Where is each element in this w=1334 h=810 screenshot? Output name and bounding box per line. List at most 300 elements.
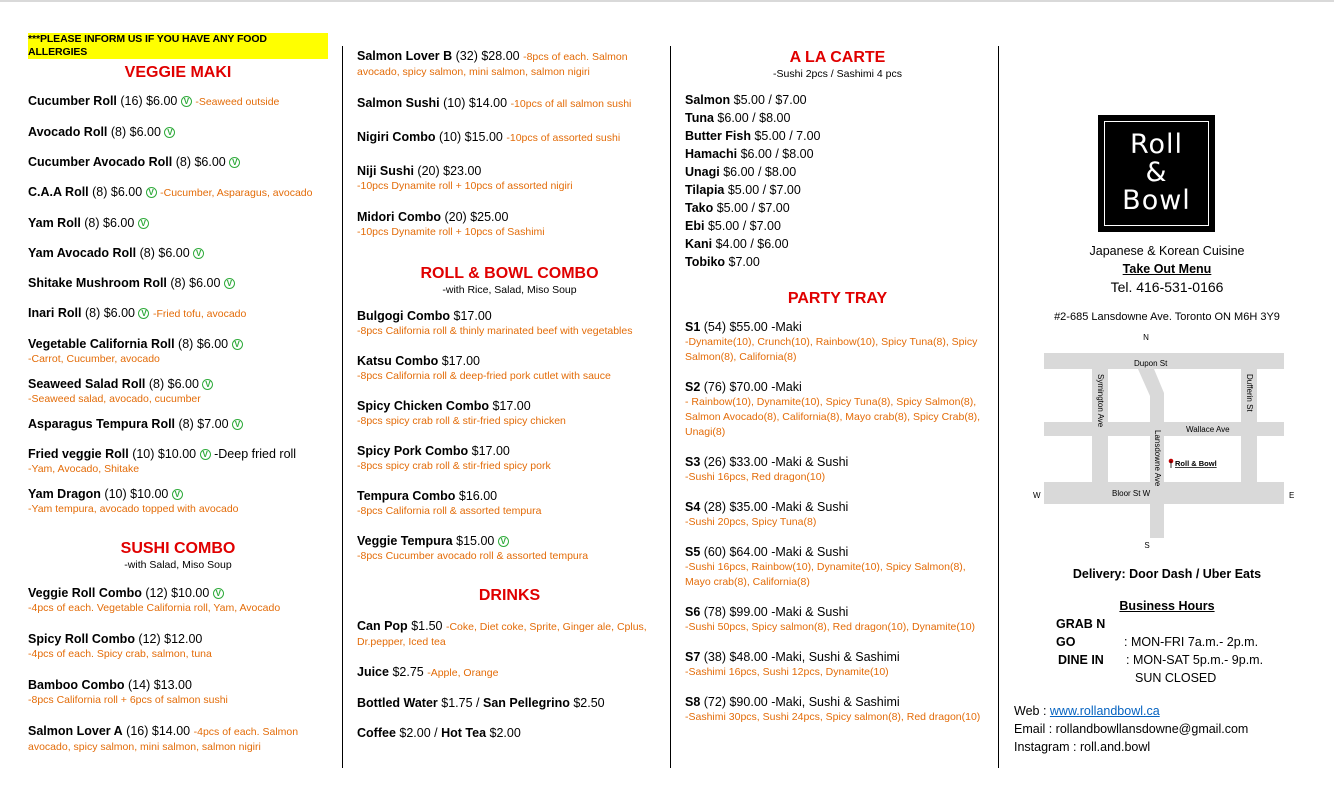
drink-price: $2.50 [573,696,605,710]
item-name: C.A.A Roll [28,185,89,199]
item-name: Tempura Combo [357,489,456,503]
item-name: Seaweed Salad Roll [28,377,146,391]
item-name: Tilapia [685,183,725,197]
item-name: Veggie Roll Combo [28,586,142,600]
item-name: Hamachi [685,147,738,161]
grab-n-go-hours: : MON-FRI 7a.m.- 2p.m. [1124,635,1259,649]
map-label: Lansdowne Ave [1153,430,1162,487]
map-label: W [1033,491,1041,500]
item-note: -Sashimi 16pcs, Sushi 12pcs, Dynamite(10) [685,666,889,678]
item-name: Bulgogi Combo [357,309,451,323]
item-name: S7 [685,650,701,664]
item-price: $55.00 [729,320,768,334]
drink-item [357,725,662,741]
a-la-carte-list [685,91,990,271]
menu-item [28,93,328,110]
item-note: avocado, spicy salmon, mini salmon, salmon nigiri [357,66,590,78]
item-inline-note: -Seaweed outside [195,96,280,108]
vegetarian-icon: V [146,187,157,198]
item-name: Asparagus Tempura Roll [28,417,176,431]
item-price: $10.00 [171,586,210,600]
menu-item-line: Fried veggie Roll (10) $10.00 V -Deep fried roll [28,447,297,461]
menu-item-line: S8 (72) $90.00 -Maki, Sushi & Sashimi [685,695,900,709]
item-name: Shitake Mushroom Roll [28,276,167,290]
a-la-carte-item [685,127,990,145]
item-price: $28.00 [481,49,520,63]
drink-separator: / [476,696,480,710]
item-price: $15.00 [464,130,503,144]
sushi-combo-sub: -with Salad, Miso Soup [124,559,232,571]
roll-bowl-combo-heading: ROLL & BOWL COMBO [420,265,599,282]
menu-item-line: Nigiri Combo (10) $15.00 -10pcs of assorted sushi [357,130,621,144]
item-name: Tobiko [685,255,726,269]
menu-item-line: Salmon Lover A (16) $14.00 -4pcs of each. Salmon [28,724,299,738]
item-name: Bamboo Combo [28,678,125,692]
drink-separator: / [434,726,438,740]
menu-item [357,443,662,474]
menu-item [357,308,662,339]
menu-item-line: Salmon Sushi (10) $14.00 -10pcs of all salmon sushi [357,96,632,110]
item-price: $6.00 [194,155,226,169]
menu-item-line: Yam Dragon (10) $10.00 V [28,486,328,502]
sushi-combo-list [28,585,328,755]
menu-item [28,336,328,367]
vegetarian-icon: V [213,588,224,599]
item-note: -8pcs Cucumber avocado roll & assorted tempura [357,550,589,562]
item-price: $6.00 [129,125,161,139]
item-inline-note: -8pcs of each. Salmon [523,51,628,63]
drink-line [357,725,662,741]
item-price: $6.00 [189,276,221,290]
allergy-notice: ***PLEASE INFORM US IF YOU HAVE ANY FOOD ALLERGIES [28,33,328,59]
map-label: Wallace Ave [1186,425,1230,434]
item-price: $33.00 [729,455,768,469]
item-price: $6.00 [103,306,135,320]
menu-item-line: Salmon Lover B (32) $28.00 -8pcs of each. Salmon [357,49,628,63]
vegetarian-icon: V [498,536,509,547]
item-price: $70.00 [729,380,768,394]
item-note: -8pcs California roll & thinly marinated beef with vegetables [357,325,633,337]
web-label: Web : [1014,704,1050,718]
menu-item [357,48,662,80]
item-price: $10.00 [157,447,197,461]
item-note: avocado, spicy salmon, mini salmon, salmon nigiri [28,741,261,753]
location-map [1030,333,1300,550]
roll-bowl-combo-list [357,308,662,564]
item-name: Tako [685,201,714,215]
item-price: $17.00 [441,354,480,368]
item-inline-note: -10pcs of assorted sushi [506,132,621,144]
drink-options: Dr.pepper, Iced tea [357,636,446,648]
drink-line [357,664,662,681]
dine-in-label: DINE IN [1058,653,1104,667]
menu-item [28,486,328,517]
item-description: -Maki & Sushi [771,500,849,514]
sushi-combo-list-continued [357,48,662,240]
item-price: $5.00 / $7.00 [727,183,801,197]
item-note: -8pcs California roll & assorted tempura [357,505,542,517]
a-la-carte-item [685,145,990,163]
drink-price: $2.00 [489,726,521,740]
column-divider [998,46,999,768]
item-note: -Sushi 20pcs, Spicy Tuna(8) [685,516,817,528]
item-price: $6.00 [103,216,135,230]
item-name: Vegetable California Roll [28,337,175,351]
item-price: $17.00 [471,444,510,458]
menu-item-line: Bamboo Combo (14) $13.00 [28,678,192,692]
menu-item-line: S3 (26) $33.00 -Maki & Sushi [685,455,849,469]
website-link[interactable]: www.rollandbowl.ca [1049,704,1160,718]
item-name: Salmon Lover A [28,724,123,738]
a-la-carte-heading: A LA CARTE [789,49,886,66]
item-name: Midori Combo [357,210,442,224]
column-divider [670,46,671,768]
item-name: S5 [685,545,701,559]
item-note: -4pcs of each. Spicy crab, salmon, tuna [28,648,212,660]
menu-item-line: C.A.A Roll (8) $6.00 V -Cucumber, Asparagus, avocado [28,185,313,199]
item-name: Nigiri Combo [357,130,436,144]
item-note: -Sashimi 30pcs, Sushi 24pcs, Spicy salmon(8), Red dragon(10) [685,711,981,723]
item-name: S3 [685,455,701,469]
vegetarian-icon: V [202,379,213,390]
vegetarian-icon: V [200,449,211,460]
map-label: Roll & Bowl [1175,459,1217,468]
menu-item-line: Vegetable California Roll (8) $6.00 V [28,336,328,352]
vegetarian-icon: V [181,96,192,107]
vegetarian-icon: V [164,127,175,138]
roll-bowl-combo-sub: -with Rice, Salad, Miso Soup [442,284,577,296]
menu-item [685,604,990,635]
menu-item [685,499,990,530]
menu-item [357,533,662,564]
grab-n-go-label: GRAB N GO [1056,617,1106,649]
address-text: #2-685 Lansdowne Ave. Toronto ON M6H 3Y9 [1054,311,1280,323]
item-note: -Sushi 16pcs, Red dragon(10) [685,471,826,483]
item-price: $17.00 [453,309,492,323]
a-la-carte-sub: -Sushi 2pcs / Sashimi 4 pcs [773,68,902,80]
logo-line: Roll [1129,129,1184,160]
vegetarian-icon: V [172,489,183,500]
drink-line [357,618,662,635]
cuisine-text: Japanese & Korean Cuisine [1089,244,1245,258]
menu-item [357,129,662,146]
menu-item [28,376,328,407]
item-name: Ebi [685,219,705,233]
column-2 [357,48,662,755]
menu-item-line [357,353,662,369]
a-la-carte-item [685,91,990,109]
menu-item-line [357,308,662,324]
menu-item-line: Inari Roll (8) $6.00 V -Fried tofu, avocado [28,306,247,320]
item-price: $6.00 [146,94,178,108]
menu-item-line: S5 (60) $64.00 -Maki & Sushi [685,545,849,559]
item-price: $48.00 [729,650,768,664]
vegetarian-icon: V [232,419,243,430]
item-name: Salmon [685,93,731,107]
item-price: $35.00 [729,500,768,514]
drink-item [357,664,662,681]
item-price: $16.00 [458,489,498,503]
item-inline-note: -4pcs of each. Salmon [193,726,299,738]
drinks-list [357,618,662,741]
menu-item [28,631,328,662]
menu-item [28,723,328,755]
item-name: Butter Fish [685,129,751,143]
vegetarian-icon: V [138,218,149,229]
map-label: N [1143,333,1149,342]
hours-title: Business Hours [1119,599,1215,613]
item-note: -Carrot, Cucumber, avocado [28,353,160,365]
drink-price: $1.75 [441,696,473,710]
menu-item-line: Midori Combo (20) $25.00 [357,210,509,224]
item-note: -Sushi 50pcs, Spicy salmon(8), Red dragon(10), Dynamite(10) [685,621,976,633]
menu-item [357,398,662,429]
menu-item [28,184,328,201]
menu-item-line: S6 (78) $99.00 -Maki & Sushi [685,605,849,619]
menu-item [685,544,990,590]
menu-item-line: S4 (28) $35.00 -Maki & Sushi [685,500,849,514]
item-price: $5.00 / $7.00 [733,93,807,107]
a-la-carte-item [685,199,990,217]
drink-line [357,695,662,711]
dine-in-hours: : MON-SAT 5p.m.- 9p.m. [1126,653,1264,667]
menu-item-line: Asparagus Tempura Roll (8) $7.00 V [28,416,328,432]
menu-item-line: Seaweed Salad Roll (8) $6.00 V [28,376,328,392]
phone-number: Tel. 416-531-0166 [1110,279,1224,295]
a-la-carte-item [685,163,990,181]
item-note: -Sushi 16pcs, Rainbow(10), Dynamite(10), Spicy Salmon(8), Mayo crab(8), California(8) [685,561,966,588]
item-name: Yam Dragon [28,487,101,501]
column-3 [685,48,990,739]
item-price: $6.00 / $8.00 [723,165,797,179]
map-label: S [1144,541,1150,550]
drink-item [357,618,662,650]
item-price: $64.00 [729,545,768,559]
a-la-carte-item [685,109,990,127]
web-row [1014,702,1326,720]
menu-item-line: Niji Sushi (20) $23.00 [357,164,482,178]
menu-item-line [357,398,662,414]
menu-item [357,209,662,240]
menu-item-line: Cucumber Avocado Roll (8) $6.00 V [28,154,328,170]
item-name: Yam Roll [28,216,81,230]
item-name: S8 [685,695,701,709]
menu-item [28,677,328,708]
item-inline-note: -10pcs of all salmon sushi [510,98,632,110]
item-note: -Yam tempura, avocado topped with avocado [28,503,239,515]
menu-item [28,416,328,432]
item-price: $7.00 [197,417,229,431]
item-price: $17.00 [492,399,531,413]
contact-info [1008,565,1326,756]
closed-text: SUN CLOSED [1135,671,1217,685]
vegetarian-icon: V [229,157,240,168]
menu-item-line: Shitake Mushroom Roll (8) $6.00 V [28,275,328,291]
takeout-menu-text: Take Out Menu [1122,262,1212,276]
item-inline-note: -Fried tofu, avocado [152,308,247,320]
item-price: $90.00 [729,695,768,709]
a-la-carte-item [685,253,990,271]
menu-item-line: Cucumber Roll (16) $6.00 V -Seaweed outside [28,94,280,108]
menu-item [357,488,662,519]
item-note: -4pcs of each. Vegetable California roll, Yam, Avocado [28,602,281,614]
menu-item [357,95,662,112]
item-name: Avocado Roll [28,125,108,139]
item-price: $5.00 / 7.00 [754,129,821,143]
item-name: S1 [685,320,701,334]
vegetarian-icon: V [232,339,243,350]
item-name: Yam Avocado Roll [28,246,137,260]
dine-in-row [1008,651,1326,669]
vegetarian-icon: V [224,278,235,289]
item-name: Inari Roll [28,306,82,320]
item-note: -Yam, Avocado, Shitake [28,463,140,475]
menu-item-line [357,488,662,504]
item-price: $13.00 [153,678,192,692]
item-name: Cucumber Roll [28,94,117,108]
item-price: $12.00 [164,632,203,646]
a-la-carte-item [685,235,990,253]
drink-name: Juice [357,665,389,679]
menu-item-line [357,443,662,459]
item-description: -Maki, Sushi & Sashimi [771,650,900,664]
drink-options: -Coke, Diet coke, Sprite, Ginger ale, Cplus, [445,621,647,633]
menu-item [685,454,990,485]
item-name: Veggie Tempura [357,534,453,548]
menu-item-line: Veggie Roll Combo (12) $10.00 V [28,585,328,601]
drink-price: $2.00 [399,726,431,740]
column-1 [28,33,328,770]
item-name: Kani [685,237,713,251]
item-note: -8pcs California roll & deep-fried pork cutlet with sauce [357,370,611,382]
item-note: -Dynamite(10), Crunch(10), Rainbow(10), Spicy Tuna(8), Spicy Salmon(8), California(8) [685,336,978,363]
instagram-text: Instagram : roll.and.bowl [1014,740,1151,754]
item-name: S4 [685,500,701,514]
map-label: E [1289,491,1295,500]
menu-item-line: S1 (54) $55.00 -Maki [685,320,802,334]
item-name: S2 [685,380,701,394]
menu-item-line: Avocado Roll (8) $6.00 V [28,124,328,140]
drink-price: $1.50 [411,619,443,633]
item-price: $14.00 [151,724,191,738]
drink-item [357,695,662,711]
map-label: Bloor St W [1112,489,1151,498]
menu-item-line: Spicy Roll Combo (12) $12.00 [28,632,203,646]
menu-item [357,353,662,384]
item-note: -8pcs spicy crab roll & stir-fried spicy pork [357,460,551,472]
roll-bowl-logo [1098,115,1215,232]
menu-item [28,245,328,261]
drink-options: -Apple, Orange [427,667,499,679]
a-la-carte-item [685,217,990,235]
item-name: Fried veggie Roll [28,447,129,461]
item-price: $6.00 / $8.00 [717,111,791,125]
drink-name: San Pellegrino [483,696,570,710]
drink-price: $2.75 [392,665,424,679]
menu-item-line: S2 (76) $70.00 -Maki [685,380,802,394]
drink-name: Coffee [357,726,396,740]
map-label: Dufferin St [1245,374,1254,412]
menu-item [28,275,328,291]
menu-item-line [357,533,662,549]
drink-name: Hot Tea [441,726,487,740]
drink-name: Can Pop [357,619,408,633]
email-text: Email : rollandbowllansdowne@gmail.com [1014,722,1249,736]
menu-item [28,446,328,477]
item-price: $5.00 / $7.00 [707,219,781,233]
item-extra: -Deep fried roll [214,447,297,461]
veggie-maki-heading: VEGGIE MAKI [124,64,232,81]
item-price: $6.00 [167,377,199,391]
item-note: - Rainbow(10), Dynamite(10), Spicy Tuna(8), Spicy Salmon(8), Salmon Avocado(8), California(8), Mayo crab(8), Spicy Crab(8), Unagi(8) [685,396,981,438]
item-price: $6.00 [196,337,229,351]
menu-item [685,649,990,680]
menu-item-line: Yam Roll (8) $6.00 V [28,215,328,231]
veggie-maki-list [28,93,328,517]
map-label: Symington Ave [1096,374,1105,428]
delivery-text: Delivery: Door Dash / Uber Eats [1072,567,1262,581]
item-description: -Maki [771,320,802,334]
item-description: -Maki & Sushi [771,605,849,619]
party-tray-heading: PARTY TRAY [787,290,888,307]
item-description: -Maki & Sushi [771,545,849,559]
item-name: Spicy Pork Combo [357,444,469,458]
item-note: -8pcs California roll + 6pcs of salmon sushi [28,694,228,706]
item-name: Spicy Roll Combo [28,632,135,646]
a-la-carte-item [685,181,990,199]
item-name: Katsu Combo [357,354,439,368]
item-name: Salmon Sushi [357,96,440,110]
item-name: Spicy Chicken Combo [357,399,489,413]
item-price: $6.00 / $8.00 [740,147,814,161]
column-4 [1008,115,1326,326]
menu-item [357,163,662,194]
menu-item-line: Yam Avocado Roll (8) $6.00 V [28,245,328,261]
item-price: $25.00 [470,210,509,224]
vegetarian-icon: V [138,308,149,319]
drinks-heading: DRINKS [478,587,541,604]
item-note: -10pcs Dynamite roll + 10pcs of assorted nigiri [357,180,573,192]
item-price: $23.00 [443,164,482,178]
item-name: S6 [685,605,701,619]
item-price: $15.00 [456,534,495,548]
sushi-combo-heading: SUSHI COMBO [120,540,236,557]
menu-item [28,305,328,322]
item-description: -Maki [771,380,802,394]
party-tray-list [685,319,990,725]
map-label: Dupon St [1134,359,1168,368]
item-name: Cucumber Avocado Roll [28,155,173,169]
logo-lettering [1104,121,1209,226]
item-price: $14.00 [468,96,508,110]
menu-item [28,585,328,616]
item-description: -Maki & Sushi [771,455,849,469]
item-name: Salmon Lover B [357,49,453,63]
column-divider [342,46,343,768]
drink-name: Bottled Water [357,696,438,710]
menu-item [28,124,328,140]
item-note: -8pcs spicy crab roll & stir-fried spicy chicken [357,415,566,427]
item-name: Niji Sushi [357,164,414,178]
item-name: Unagi [685,165,720,179]
item-price: $6.00 [158,246,190,260]
item-price: $6.00 [110,185,143,199]
menu-item [685,694,990,725]
menu-item [685,379,990,440]
logo-line: Bowl [1122,185,1191,216]
grab-n-go-row [1008,615,1326,651]
item-note: -Seaweed salad, avocado, cucumber [28,393,201,405]
